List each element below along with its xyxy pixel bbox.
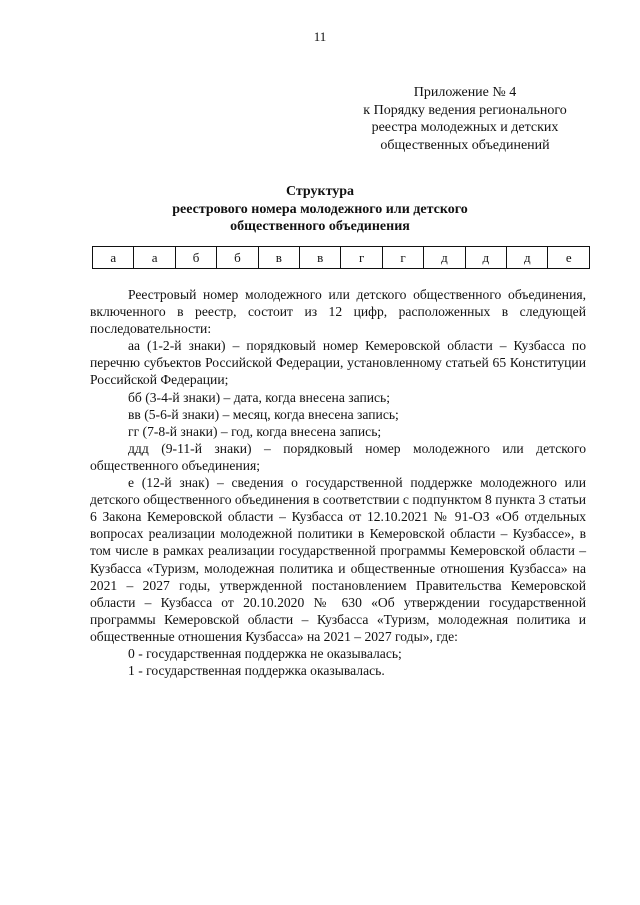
- title-line: Структура: [285, 184, 355, 199]
- paragraph-item: ддд (9-11-й знаки) – порядковый номер молодежного или детского общественного объединения;: [90, 440, 586, 473]
- code-cell: д: [465, 247, 506, 269]
- appendix-header: [340, 84, 590, 154]
- code-cell: г: [382, 247, 423, 269]
- paragraph-intro: Реестровый номер молодежного или детского общественного объединения, включенного в реестр, состоит из 12 цифр, расположенных в следующей последовательности:: [90, 287, 586, 337]
- appendix-line: к Порядку ведения регионального: [363, 102, 567, 118]
- code-cell: а: [93, 247, 134, 269]
- appendix-line: Приложение № 4: [413, 85, 517, 100]
- code-cell: б: [175, 247, 216, 269]
- registry-number-structure-table: [92, 246, 590, 269]
- document-title: [0, 183, 640, 236]
- appendix-line: реестра молодежных и детских: [371, 120, 559, 135]
- appendix-line: общественных объединений: [380, 137, 550, 153]
- paragraph-item: 1 - государственная поддержка оказывалась.: [128, 663, 385, 679]
- title-line: реестрового номера молодежного или детского: [172, 201, 468, 217]
- paragraph-item: аа (1-2-й знаки) – порядковый номер Кемеровской области – Кузбасса по перечню субъектов Российской Федерации, установленному статьей 65 Конституции Российской Федерации;: [90, 338, 586, 388]
- code-cell: в: [300, 247, 341, 269]
- table-row: [93, 247, 590, 269]
- code-cell: г: [341, 247, 382, 269]
- code-cell: а: [134, 247, 175, 269]
- paragraph-item: гг (7-8-й знаки) – год, когда внесена запись;: [128, 423, 382, 439]
- code-cell: в: [258, 247, 299, 269]
- page-number: 11: [313, 29, 327, 44]
- paragraph-item: вв (5-6-й знаки) – месяц, когда внесена запись;: [128, 406, 399, 422]
- paragraph-item: е (12-й знак) – сведения о государственной поддержке молодежного или детского общественного объединения в соответствии с подпунктом 8 пункта 3 статьи 6 Закона Кемеровской области – Кузбасса от 12.10.2021 № 91-ОЗ «Об отдельных вопросах реализации молодежной политики в Кемеровской области – Кузбассе», в том числе в рамках реализации государственной программы Кемеровской области – Кузбасса «Туризм, молодежная политика и общественные отношения Кузбасса» на 2021 – 2027 годы, утвержденной постановлением Правительства Кемеровской области – Кузбасса от 20.10.2020 № 630 «Об утверждении государственной программы Кемеровской области – Кузбасса «Туризм, молодежная политика и общественные отношения Кузбасса» на 2021 – 2027 годы», где:: [90, 475, 586, 644]
- code-cell: д: [424, 247, 465, 269]
- paragraph-item: 0 - государственная поддержка не оказывалась;: [128, 645, 402, 661]
- code-cell: д: [507, 247, 548, 269]
- paragraph-item: бб (3-4-й знаки) – дата, когда внесена запись;: [128, 389, 391, 405]
- title-line: общественного объединения: [230, 219, 410, 234]
- body-text: [90, 286, 586, 679]
- code-cell: б: [217, 247, 258, 269]
- code-cell: е: [548, 247, 590, 269]
